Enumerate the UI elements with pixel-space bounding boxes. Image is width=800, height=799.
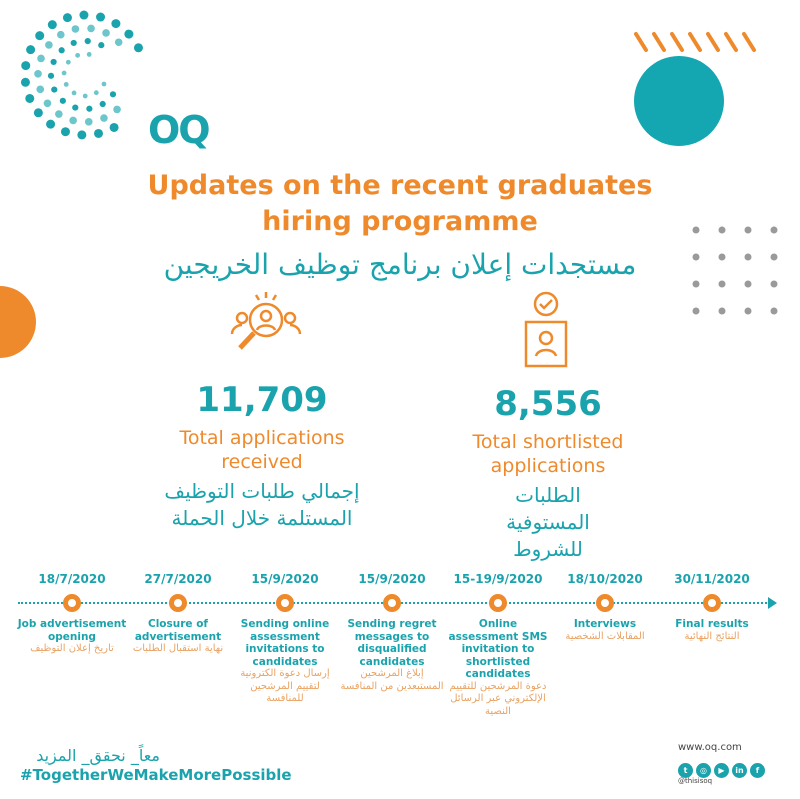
timeline-marker-icon [596,594,614,612]
timeline-marker-icon [63,594,81,612]
event-date: 30/11/2020 [674,572,750,586]
timeline-marker-icon [489,594,507,612]
event-date: 15/9/2020 [251,572,319,586]
timeline-event [230,572,340,706]
timeline-event [123,572,233,656]
stat-label-ar: المستلمة خلال الحملة [171,506,353,530]
orange-half-circle-decoration [0,286,36,358]
event-title-ar: النتائج النهائية [684,630,740,642]
timeline-event [337,572,447,693]
event-title-ar: إرسال دعوة الكترونية لتقييم المرشحين للمنافسة [240,668,330,704]
slashes-decoration [630,30,765,55]
event-date: 15-19/9/2020 [453,572,543,586]
event-title-ar: إبلاغ المرشحين المستبعدين من المنافسة [340,668,444,692]
stat-label-ar: للشروط [513,537,583,561]
timeline-event [657,572,767,643]
event-title: Sending regret messages to disqualified candidates [347,618,437,668]
event-title: Final results [675,618,749,630]
timeline-event [17,572,127,656]
event-title: Online assessment SMS invitation to shortlisted candidates [448,618,548,680]
event-title: Closure of advertisement [134,618,222,643]
stat-label: Total applications received [179,427,345,473]
title-arabic: مستجدات إعلان برنامج توظيف الخريجين [163,248,637,281]
teal-circle-decoration [634,56,724,146]
event-date: 18/10/2020 [567,572,643,586]
timeline-marker-icon [703,594,721,612]
social-icons [678,758,768,778]
title-line-1: Updates on the recent graduates [147,170,653,201]
stat-label-ar: الطلبات المستوفية [506,483,590,534]
search-people-icon [228,288,308,358]
shortlisted-profile-icon [518,290,578,370]
event-title-ar: نهاية استقبال الطلبات [132,643,224,654]
social-handle: @thisisoq [678,777,713,785]
twitter-icon[interactable]: t [678,763,693,778]
event-title-ar: دعوة المرشحين للتقييم الإلكتروني عبر الرسائل النصية [449,680,547,717]
stat-label-ar: إجمالي طلبات التوظيف [164,479,360,503]
timeline-marker-icon [383,594,401,612]
timeline-event [550,572,660,643]
event-date: 15/9/2020 [358,572,426,586]
timeline-arrow-icon [768,597,777,609]
logo-dots-icon [10,5,160,145]
event-title-ar: المقابلات الشخصية [565,630,645,642]
instagram-icon[interactable]: ◎ [696,763,711,778]
facebook-icon[interactable]: f [750,763,765,778]
stat-applications [132,380,392,532]
event-title: Interviews [573,618,637,630]
linkedin-icon[interactable]: in [732,763,747,778]
stat-label: Total shortlisted applications [472,431,624,477]
event-title-ar: تاريخ إعلان التوظيف [30,643,114,654]
event-title: Sending online assessment invitations to candidates [240,618,330,668]
stat-value: 11,709 [196,380,328,420]
logo: OQ [148,108,209,152]
slogan-arabic: معاً_ نحقق_ المزيد [36,746,160,765]
website-link[interactable]: www.oq.com [678,742,742,753]
event-date: 18/7/2020 [38,572,106,586]
stat-shortlisted [418,384,678,563]
youtube-icon[interactable]: ▶ [714,763,729,778]
event-date: 27/7/2020 [144,572,212,586]
timeline-marker-icon [276,594,294,612]
stat-value: 8,556 [494,384,602,424]
timeline-event [443,572,553,718]
event-title: Job advertisement opening [17,618,127,643]
hashtag: #TogetherWeMakeMorePossible [20,766,292,784]
title-line-2: hiring programme [262,206,538,237]
timeline-marker-icon [169,594,187,612]
